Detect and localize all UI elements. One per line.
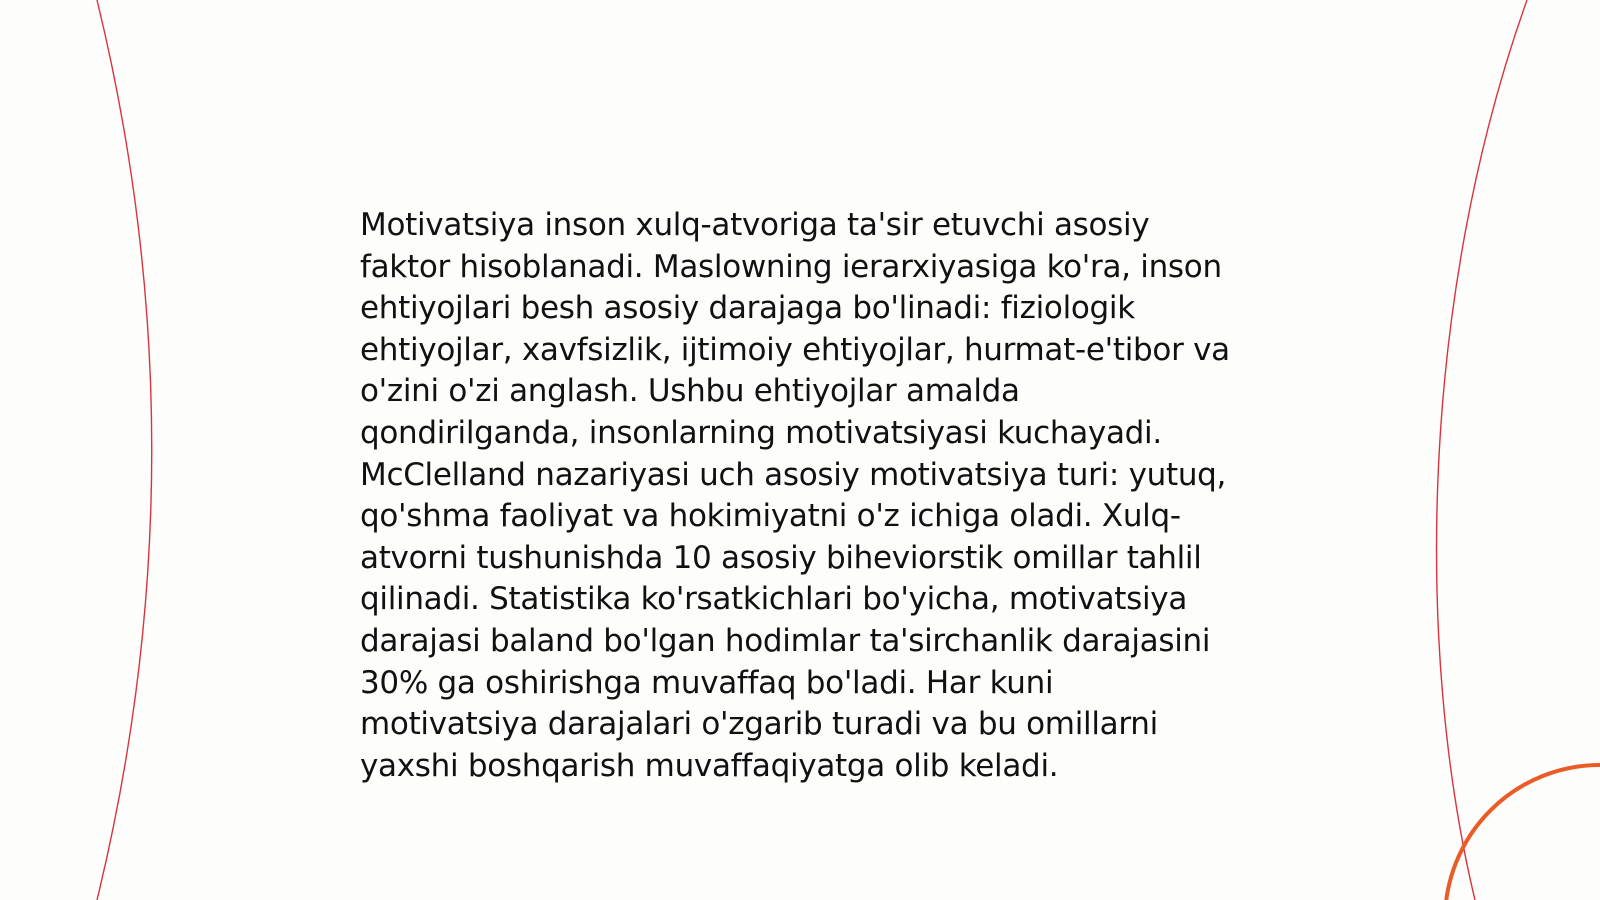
left-curve-line: [97, 0, 152, 900]
right-curve-line: [1437, 0, 1527, 900]
accent-arc: [1445, 765, 1600, 900]
body-paragraph: Motivatsiya inson xulq-atvoriga ta'sir etuvchi asosiy faktor hisoblanadi. Maslowning ierarxiyasiga ko'ra, inson ehtiyojlari besh asosiy darajaga bo'linadi: fiziologik ehtiyojlar, xavfsizlik, ijtimoiy ehtiyojlar, hurmat-e'tibor va o'zini o'zi anglash. Ushbu ehtiyojlar amalda qondirilganda, insonlarning motivatsiyasi kuchayadi. McClelland nazariyasi uch asosiy motivatsiya turi: yutuq, qo'shma faoliyat va hokimiyatni o'z ichiga oladi. Xulq-atvorni tushunishda 10 asosiy biheviorstik omillar tahlil qilinadi. Statistika ko'rsatkichlari bo'yicha, motivatsiya darajasi baland bo'lgan hodimlar ta'sirchanlik darajasini 30% ga oshirishga muvaffaq bo'ladi. Har kuni motivatsiya darajalari o'zgarib turadi va bu omillarni yaxshi boshqarish muvaffaqiyatga olib keladi.: [360, 207, 1230, 784]
